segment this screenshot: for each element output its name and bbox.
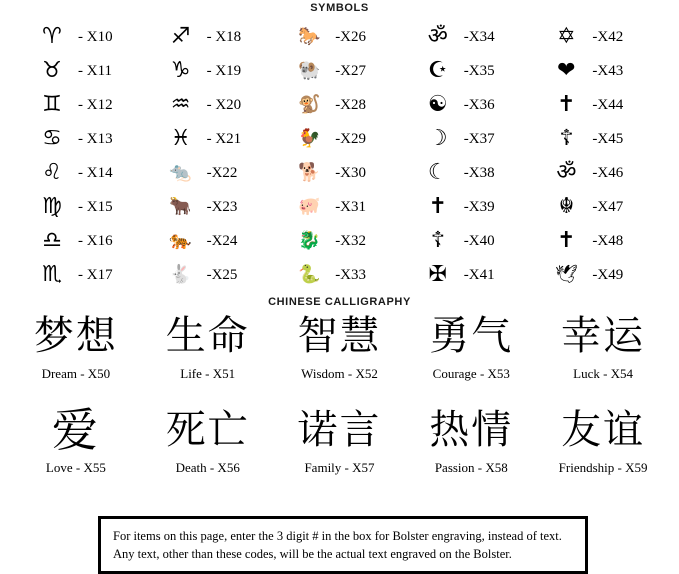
- rooster-symbol-icon: 🐓: [297, 128, 321, 149]
- symbol-item[interactable]: [532, 190, 661, 224]
- symbol-item[interactable]: [18, 258, 147, 292]
- symbol-item[interactable]: [532, 54, 661, 88]
- aquarius-symbol-icon: ♒: [170, 92, 191, 117]
- symbol-item[interactable]: [18, 190, 147, 224]
- note-line-2: Any text, other than these codes, will be the actual text engraved on the Bolster.: [113, 547, 512, 562]
- symbol-code: -X44: [592, 96, 624, 113]
- symbol-item[interactable]: [404, 156, 533, 190]
- symbol-code: -X38: [463, 164, 495, 181]
- star-and-crescent-symbol-icon: ☪: [427, 58, 448, 83]
- om-symbol-icon: ॐ: [427, 24, 448, 49]
- wisdom-characters: 智慧: [297, 313, 382, 359]
- symbol-item[interactable]: [532, 224, 661, 258]
- symbol-code: -X40: [463, 232, 495, 249]
- libra-symbol-icon: ♎: [42, 228, 62, 253]
- rat-symbol-icon: 🐀: [169, 162, 192, 183]
- dragon-symbol-icon: 🐉: [297, 230, 321, 251]
- calligraphy-row-1: [0, 308, 679, 402]
- symbol-item[interactable]: [147, 54, 276, 88]
- dream-characters: 梦想: [33, 313, 118, 359]
- symbol-code: -X36: [463, 96, 495, 113]
- symbol-code: -X48: [592, 232, 624, 249]
- symbol-code: -X45: [592, 130, 624, 147]
- yin-yang-symbol-icon: ☯: [427, 92, 448, 117]
- calligraphy-item[interactable]: [274, 404, 406, 496]
- symbol-code: -X41: [463, 266, 495, 283]
- symbol-code: -X24: [206, 232, 238, 249]
- calligraphy-item[interactable]: [405, 404, 537, 496]
- calligraphy-label: Friendship - X59: [558, 460, 648, 475]
- friendship-characters: 友谊: [561, 407, 646, 453]
- calligraphy-label: Passion - X58: [434, 460, 508, 475]
- symbol-item[interactable]: [147, 190, 276, 224]
- symbol-code: -X46: [592, 164, 624, 181]
- calligraphy-item[interactable]: [537, 310, 669, 402]
- symbol-item[interactable]: [404, 20, 533, 54]
- virgo-symbol-icon: ♍: [42, 194, 62, 219]
- crescent-moon-symbol-icon: ☽: [427, 126, 448, 151]
- symbol-item[interactable]: [18, 224, 147, 258]
- symbol-item[interactable]: [18, 20, 147, 54]
- symbol-code: -X31: [335, 198, 367, 215]
- symbol-item[interactable]: [275, 156, 404, 190]
- latin-cross-symbol-2-icon: ✝: [557, 228, 576, 253]
- symbol-item[interactable]: [404, 258, 533, 292]
- calligraphy-label: Death - X56: [175, 460, 240, 475]
- instruction-note-box: [98, 516, 588, 574]
- symbol-code: -X43: [592, 62, 624, 79]
- symbol-code: -X42: [592, 28, 624, 45]
- symbol-code: - X14: [78, 164, 113, 181]
- symbols-grid: [0, 14, 679, 292]
- orthodox-cross-symbol-icon: ☦: [559, 126, 574, 151]
- symbol-code: -X29: [335, 130, 367, 147]
- symbol-item[interactable]: [147, 224, 276, 258]
- symbol-code: -X25: [206, 266, 238, 283]
- symbol-code: -X39: [463, 198, 495, 215]
- symbol-item[interactable]: [147, 258, 276, 292]
- symbol-item[interactable]: [532, 20, 661, 54]
- symbol-code: - X18: [206, 28, 242, 45]
- calligraphy-item[interactable]: [274, 310, 406, 402]
- love-characters: 爱: [51, 402, 100, 457]
- family-characters: 诺言: [297, 407, 382, 453]
- symbol-code: - X13: [78, 130, 113, 147]
- passion-characters: 热情: [429, 407, 514, 453]
- calligraphy-item[interactable]: [405, 310, 537, 402]
- cancer-symbol-icon: ♋: [42, 126, 62, 151]
- aries-symbol-icon: ♈: [42, 24, 62, 49]
- symbol-code: - X15: [78, 198, 113, 215]
- symbol-item[interactable]: [147, 156, 276, 190]
- orthodox-cross-symbol-2-icon: ☦: [430, 228, 445, 253]
- symbol-item[interactable]: [532, 88, 661, 122]
- symbol-code: -X35: [463, 62, 495, 79]
- pig-symbol-icon: 🐖: [297, 196, 321, 217]
- symbol-item[interactable]: [404, 54, 533, 88]
- symbol-item[interactable]: [275, 258, 404, 292]
- om-symbol-2-icon: ॐ: [556, 160, 577, 185]
- note-line-1: For items on this page, enter the 3 digit # in the box for Bolster engraving, instead of text.: [113, 529, 562, 543]
- symbol-item[interactable]: [18, 156, 147, 190]
- latin-cross-symbol-icon: ✝: [557, 92, 576, 117]
- calligraphy-label: Courage - X53: [432, 366, 510, 381]
- rabbit-symbol-icon: 🐇: [169, 264, 192, 285]
- symbol-code: -X26: [335, 28, 367, 45]
- symbol-code: -X32: [335, 232, 367, 249]
- symbol-code: -X37: [463, 130, 495, 147]
- symbol-code: -X34: [463, 28, 495, 45]
- symbol-code: - X21: [206, 130, 242, 147]
- symbol-code: -X49: [592, 266, 624, 283]
- symbol-code: - X11: [78, 62, 113, 79]
- dove-symbol-icon: 🕊: [554, 264, 578, 285]
- calligraphy-label: Love - X55: [45, 460, 106, 475]
- ox-symbol-icon: 🐂: [169, 196, 192, 217]
- monkey-symbol-icon: 🐒: [297, 94, 321, 115]
- calligraphy-row-2: [0, 402, 679, 496]
- symbol-item[interactable]: [275, 54, 404, 88]
- symbol-code: -X30: [335, 164, 367, 181]
- horse-symbol-icon: 🐎: [297, 26, 321, 47]
- symbol-item[interactable]: [147, 122, 276, 156]
- symbol-item[interactable]: [532, 258, 661, 292]
- pisces-symbol-icon: ♓: [170, 126, 191, 151]
- sagittarius-symbol-icon: ♐: [170, 24, 191, 49]
- symbol-code: - X12: [78, 96, 113, 113]
- symbol-item[interactable]: [275, 88, 404, 122]
- moon-symbol-icon: ☾: [427, 160, 448, 185]
- symbol-code: -X33: [335, 266, 367, 283]
- star-of-david-symbol-icon: ✡: [557, 24, 576, 49]
- symbol-code: -X47: [592, 198, 624, 215]
- dog-symbol-icon: 🐕: [297, 162, 321, 183]
- symbol-item[interactable]: [404, 122, 533, 156]
- calligraphy-label: Dream - X50: [41, 366, 111, 381]
- calligraphy-item[interactable]: [142, 404, 274, 496]
- symbol-item[interactable]: [275, 224, 404, 258]
- calligraphy-item[interactable]: [537, 404, 669, 496]
- symbol-item[interactable]: [275, 190, 404, 224]
- calligraphy-item[interactable]: [142, 310, 274, 402]
- symbol-code: - X20: [206, 96, 242, 113]
- calligraphy-label: Family - X57: [304, 460, 375, 475]
- luck-characters: 幸运: [561, 313, 646, 359]
- symbol-code: - X19: [206, 62, 242, 79]
- calligraphy-label: Luck - X54: [573, 366, 634, 381]
- courage-characters: 勇气: [429, 313, 514, 359]
- symbol-code: -X23: [206, 198, 238, 215]
- symbol-code: - X16: [78, 232, 113, 249]
- symbol-code: - X17: [78, 266, 113, 283]
- symbol-item[interactable]: [532, 156, 661, 190]
- scorpio-symbol-icon: ♏: [42, 262, 62, 287]
- symbol-code: -X28: [335, 96, 367, 113]
- symbol-item[interactable]: [18, 88, 147, 122]
- symbol-code: - X10: [78, 28, 113, 45]
- life-characters: 生命: [165, 313, 250, 359]
- symbol-item[interactable]: [532, 122, 661, 156]
- calligraphy-item[interactable]: [10, 310, 142, 402]
- symbol-item[interactable]: [147, 88, 276, 122]
- death-characters: 死亡: [165, 407, 250, 453]
- symbol-item[interactable]: [404, 190, 533, 224]
- goat-symbol-icon: 🐏: [297, 60, 321, 81]
- maltese-cross-symbol-icon: ✠: [428, 262, 448, 287]
- symbol-item[interactable]: [18, 122, 147, 156]
- taurus-symbol-icon: ♉: [42, 58, 62, 83]
- symbol-item[interactable]: [275, 122, 404, 156]
- cross-symbol-icon: ✝: [428, 194, 448, 219]
- calligraphy-item[interactable]: [10, 404, 142, 496]
- gemini-symbol-icon: ♊: [42, 92, 62, 117]
- symbol-code: -X22: [206, 164, 238, 181]
- khanda-symbol-icon: ☬: [558, 194, 575, 219]
- symbol-item[interactable]: [147, 20, 276, 54]
- symbol-item[interactable]: [404, 88, 533, 122]
- capricorn-symbol-icon: ♑: [170, 58, 191, 83]
- heart-symbol-icon: ❤: [557, 58, 576, 83]
- symbol-code: -X27: [335, 62, 367, 79]
- symbol-item[interactable]: [275, 20, 404, 54]
- symbol-item[interactable]: [404, 224, 533, 258]
- symbols-section-title: SYMBOLS: [310, 2, 369, 14]
- tiger-symbol-icon: 🐅: [169, 230, 192, 251]
- snake-symbol-icon: 🐍: [297, 264, 321, 285]
- calligraphy-label: Life - X51: [180, 366, 236, 381]
- calligraphy-label: Wisdom - X52: [301, 366, 378, 381]
- symbol-item[interactable]: [18, 54, 147, 88]
- leo-symbol-icon: ♌: [42, 160, 62, 185]
- calligraphy-section-title: CHINESE CALLIGRAPHY: [268, 296, 411, 308]
